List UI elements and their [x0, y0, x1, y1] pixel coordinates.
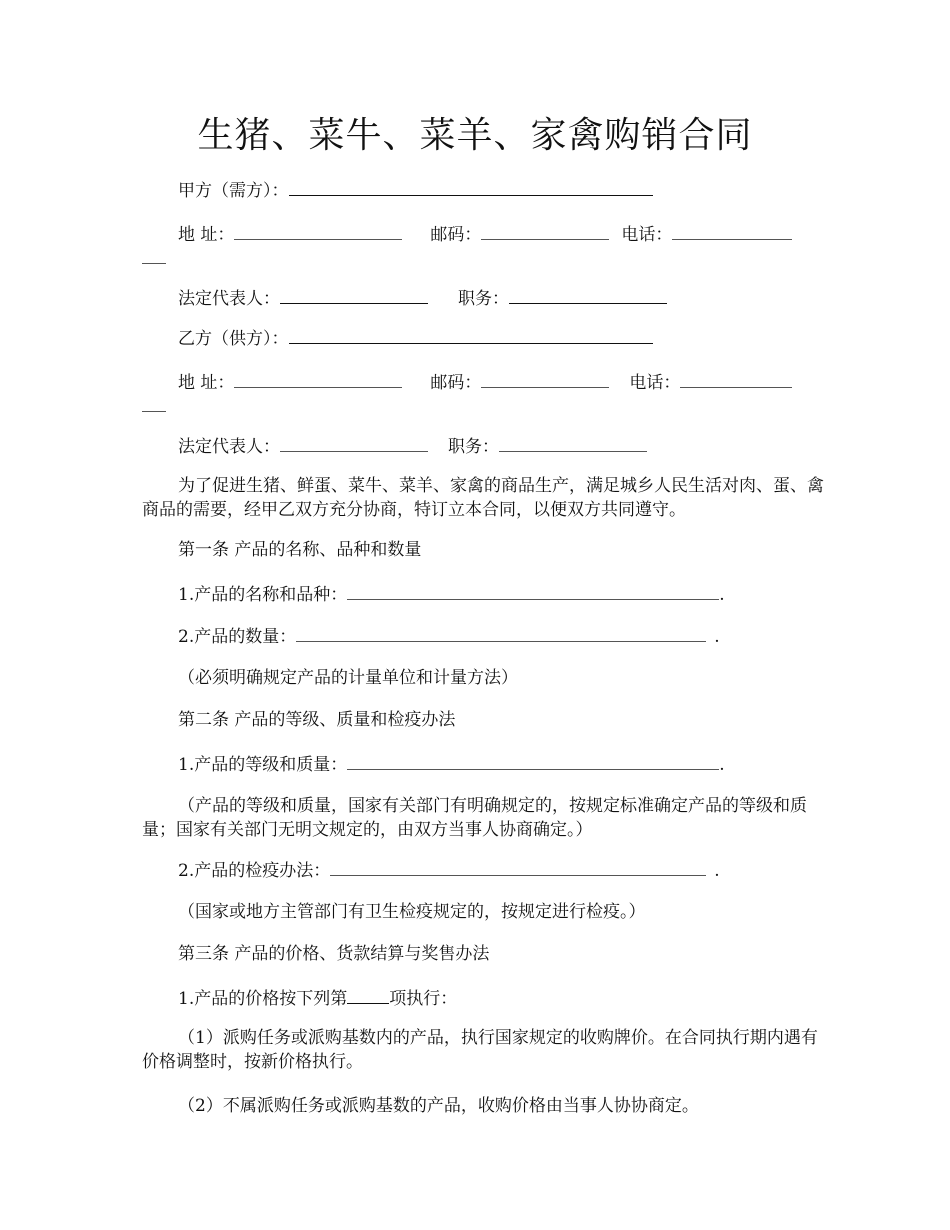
party-b-phone-blank-cont[interactable]: [142, 394, 166, 412]
party-b-rep-label: 法定代表人：: [178, 437, 280, 457]
party-a-rep-label: 法定代表人：: [178, 289, 280, 309]
party-b-rep-blank[interactable]: [280, 434, 428, 452]
article3-item1-post: 项执行：: [389, 989, 458, 1009]
party-a-blank[interactable]: [289, 178, 653, 196]
article3-item1-pre: 1.产品的价格按下列第: [178, 989, 348, 1009]
period: .: [714, 627, 720, 647]
article2-item1-label: 1.产品的等级和质量：: [178, 755, 348, 775]
page-title: 生猪、菜牛、菜羊、家禽购销合同: [197, 115, 753, 156]
party-a-position-label: 职务：: [458, 289, 509, 309]
article3-sub1: （1）派购任务或派购基数内的产品，执行国家规定的收购牌价。在合同执行期内遇有价格调整时，按新价格执行。: [142, 1028, 818, 1072]
article2-item2-line: [178, 858, 720, 883]
article2-heading: 第二条 产品的等级、质量和检疫办法: [178, 710, 456, 730]
party-a-address-blank[interactable]: [234, 222, 402, 240]
party-a-phone-blank[interactable]: [672, 222, 792, 240]
quarantine-method-blank[interactable]: [330, 858, 706, 876]
article2-note1: （产品的等级和质量，国家有关部门有明确规定的，按规定标准确定产品的等级和质量；国家有关部门无明文规定的，由双方当事人协商确定。）: [142, 796, 807, 840]
article1-item1-label: 1.产品的名称和品种：: [178, 585, 348, 605]
period: .: [714, 861, 720, 881]
product-grade-blank[interactable]: [347, 752, 719, 770]
article2-item1-line: [178, 752, 725, 777]
period: .: [719, 755, 725, 775]
party-a-phone-blank-cont[interactable]: [142, 246, 166, 264]
price-option-blank[interactable]: [347, 986, 389, 1004]
party-a-postcode-blank[interactable]: [481, 222, 609, 240]
party-b-postcode-blank[interactable]: [481, 370, 609, 388]
article2-item2-label: 2.产品的检疫办法：: [178, 861, 331, 881]
product-name-blank[interactable]: [347, 582, 719, 600]
product-quantity-blank[interactable]: [296, 624, 706, 642]
article1-item2-line: [178, 624, 720, 649]
article1-item2-label: 2.产品的数量：: [178, 627, 297, 647]
article2-note2: （国家或地方主管部门有卫生检疫规定的，按规定进行检疫。）: [178, 902, 646, 922]
party-a-address-label: 地 址：: [178, 225, 235, 245]
party-b-address-line: [178, 370, 792, 395]
party-b-address-blank[interactable]: [234, 370, 402, 388]
party-a-rep-blank[interactable]: [280, 286, 428, 304]
party-b-blank[interactable]: [289, 326, 653, 344]
party-b-position-label: 职务：: [448, 437, 499, 457]
party-a-rep-line: [178, 286, 667, 311]
article1-note: （必须明确规定产品的计量单位和计量方法）: [178, 668, 518, 688]
party-b-phone-continuation: [142, 394, 166, 419]
party-a-position-blank[interactable]: [509, 286, 667, 304]
party-b-phone-blank[interactable]: [680, 370, 792, 388]
party-b-rep-line: [178, 434, 647, 459]
article1-item1-line: [178, 582, 725, 607]
party-b-phone-label: 电话：: [629, 373, 681, 393]
party-b-postcode-label: 邮码：: [430, 373, 482, 393]
intro-paragraph: 为了促进生猪、鲜蛋、菜牛、菜羊、家禽的商品生产，满足城乡人民生活对肉、蛋、禽商品的需要，经甲乙双方充分协商，特订立本合同，以便双方共同遵守。: [142, 476, 824, 520]
party-a-label: 甲方（需方）：: [178, 181, 289, 201]
party-b-address-label: 地 址：: [178, 373, 235, 393]
party-b-line: [178, 326, 653, 351]
article3-sub2: （2）不属派购任务或派购基数的产品，收购价格由当事人协协商定。: [178, 1096, 699, 1116]
party-a-phone-continuation: [142, 246, 166, 271]
period: .: [719, 585, 725, 605]
party-a-postcode-label: 邮码：: [430, 225, 482, 245]
party-b-label: 乙方（供方）：: [178, 329, 289, 349]
party-a-line: [178, 178, 653, 203]
party-a-phone-label: 电话：: [621, 225, 673, 245]
party-a-address-line: [178, 222, 792, 247]
party-b-position-blank[interactable]: [499, 434, 647, 452]
article3-item1-line: [178, 986, 457, 1011]
article1-heading: 第一条 产品的名称、品种和数量: [178, 540, 422, 560]
article3-heading: 第三条 产品的价格、货款结算与奖售办法: [178, 944, 490, 964]
